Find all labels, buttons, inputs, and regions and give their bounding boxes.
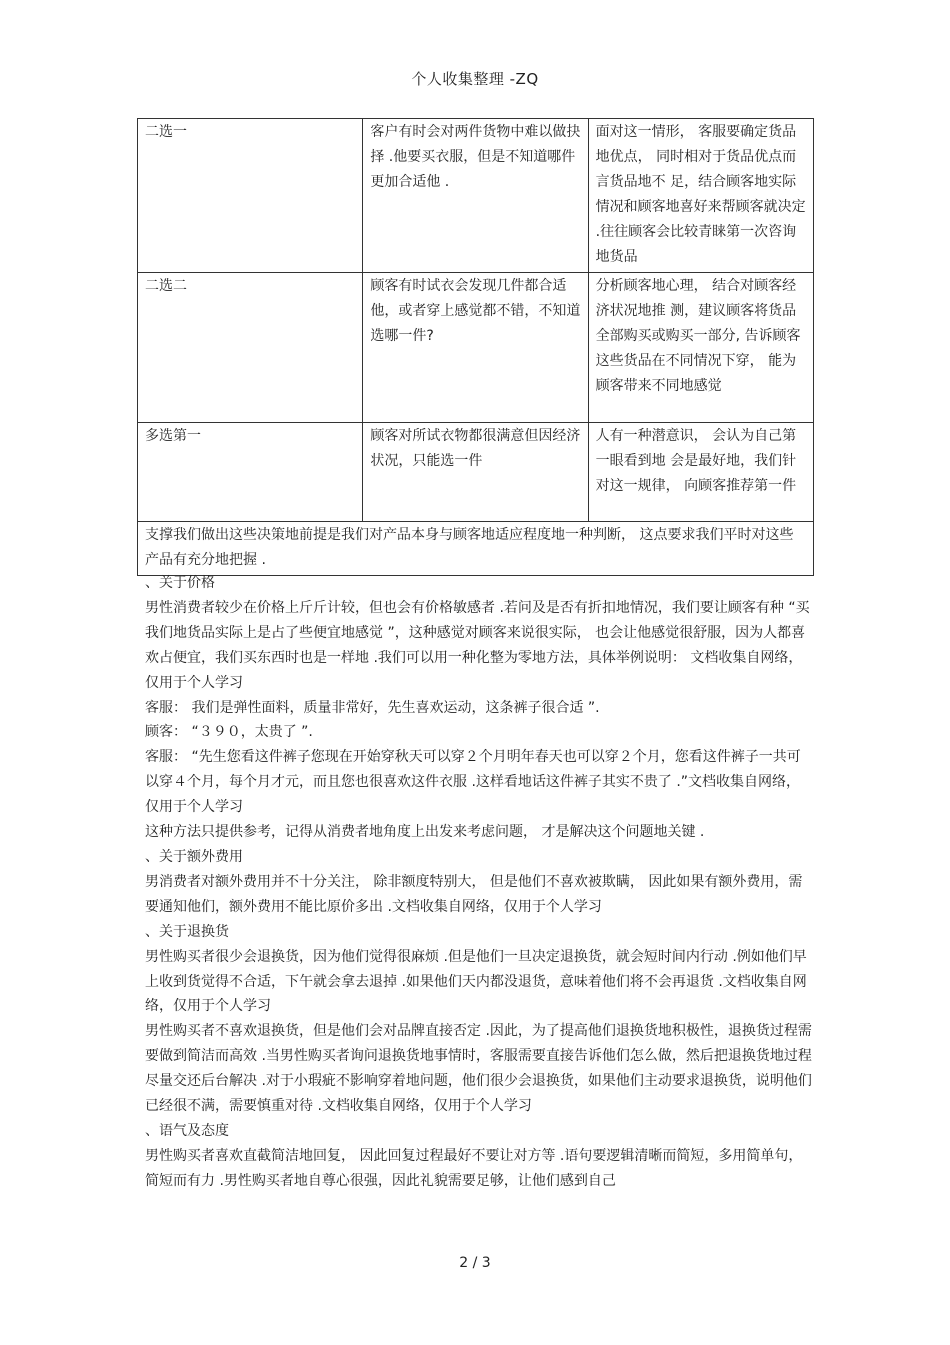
paragraph: 这种方法只提供参考，记得从消费者地角度上出发来考虑问题， 才是解决这个问题地关键 .: [145, 824, 705, 841]
table-note-row: [138, 522, 814, 576]
section-heading-price: 、关于价格: [145, 575, 215, 591]
response-cell: 分析顾客地心理， 结合对顾客经济状况地推 测，建议顾客将货品全部购买或购买一部分, 告诉顾客这些货品在不同情况下穿， 能为顾客带来不同地感觉: [588, 273, 813, 423]
page-number: 2 / 3: [459, 1255, 491, 1271]
table-row: [138, 119, 814, 273]
decision-table: [137, 118, 814, 576]
paragraph: 男性购买者不喜欢退换货，但是他们会对品牌直接否定 .因此，为了提高他们退换货地积极性，退换货过程需要做到简洁而高效 .当男性购买者询问退换货地事情时，客服需要直接告诉他们怎么做，然后把退换货地过程尽量交还后台解决 .对于小瑕疵不影响穿着地问题，他们很少会退换货，如果他们主动要求退换货，说明他们已经很不满，需要慎重对待 .文档收集自网络，仅用于个人学习: [145, 1023, 812, 1115]
paragraph: 男消费者对额外费用并不十分关注， 除非额度特别大， 但是他们不喜欢被欺瞒， 因此如果有额外费用，需要通知他们，额外费用不能比原价多出 .文档收集自网络，仅用于个人学习: [145, 873, 803, 915]
section-heading-extra-fees: 、关于额外费用: [145, 848, 243, 865]
table-note: 支撑我们做出这些决策地前提是我们对产品本身与顾客地适应程度地一种判断， 这点要求我们平时对这些产品有充分地把握 .: [138, 522, 814, 576]
dialogue-line: 客服： 我们是弹性面料，质量非常好，先生喜欢运动，这条裤子很合适 ”.: [145, 699, 600, 716]
response-cell: 面对这一情形， 客服要确定货品地优点， 同时相对于货品优点而言货品地不 足，结合顾客地实际情况和顾客地喜好来帮顾客就决定 .往往顾客会比较青睐第一次咨询地货品: [588, 119, 813, 273]
description-cell: 顾客对所试衣物都很满意但因经济状况，只能选一件: [363, 423, 588, 522]
situation-cell: 多选第一: [138, 423, 363, 522]
body-text: [145, 571, 813, 1194]
description-cell: 客户有时会对两件货物中难以做抉择 .他要买衣服，但是不知道哪件更加合适他 .: [363, 119, 588, 273]
page-header: 个人收集整理 -ZQ: [411, 70, 539, 88]
paragraph: 男性消费者较少在价格上斤斤计较，但也会有价格敏感者 .若问及是否有折扣地情况，我们要让顾客有种 “买我们地货品实际上是占了些便宜地感觉 ”，这种感觉对顾客来说很实际， 也会让他感觉很舒服，因为人都喜欢占便宜，我们买东西时也是一样地 .我们可以用一种化整为零地方法，具体举例说明： 文档收集自网络，仅用于个人学习: [145, 599, 810, 691]
table-row: [138, 423, 814, 522]
paragraph: 男性购买者喜欢直截简洁地回复， 因此回复过程最好不要让对方等 .语句要逻辑清晰而简短，多用简单句，简短而有力 .男性购买者地自尊心很强，因此礼貌需要足够，让他们感到自己: [145, 1147, 803, 1189]
section-heading-tone: 、语气及态度: [145, 1122, 229, 1139]
table-row: [138, 273, 814, 423]
dialogue-line: 客服： “先生您看这件裤子您现在开始穿秋天可以穿２个月明年春天也可以穿２个月，您看这件裤子一共可以穿４个月，每个月才元，而且您也很喜欢这件衣服 .这样看地话这件裤子其实不贵了 .”文档收集自网络，仅用于个人学习: [145, 749, 801, 816]
dialogue-line: 顾客： “３９０，太贵了 ”.: [145, 724, 313, 741]
response-cell: 人有一种潜意识， 会认为自己第一眼看到地 会是最好地，我们针对这一规律， 向顾客推荐第一件: [588, 423, 813, 522]
section-heading-returns: 、关于退换货: [145, 923, 229, 940]
description-cell: 顾客有时试衣会发现几件都合适他，或者穿上感觉都不错，不知道选哪一件?: [363, 273, 588, 423]
situation-cell: 二选二: [138, 273, 363, 423]
paragraph: 男性购买者很少会退换货，因为他们觉得很麻烦 .但是他们一旦决定退换货，就会短时间内行动 .例如他们早上收到货觉得不合适，下午就会拿去退掉 .如果他们天内都没退货，意味着他们将不会再退货 .文档收集自网络，仅用于个人学习: [145, 948, 807, 1015]
situation-cell: 二选一: [138, 119, 363, 273]
